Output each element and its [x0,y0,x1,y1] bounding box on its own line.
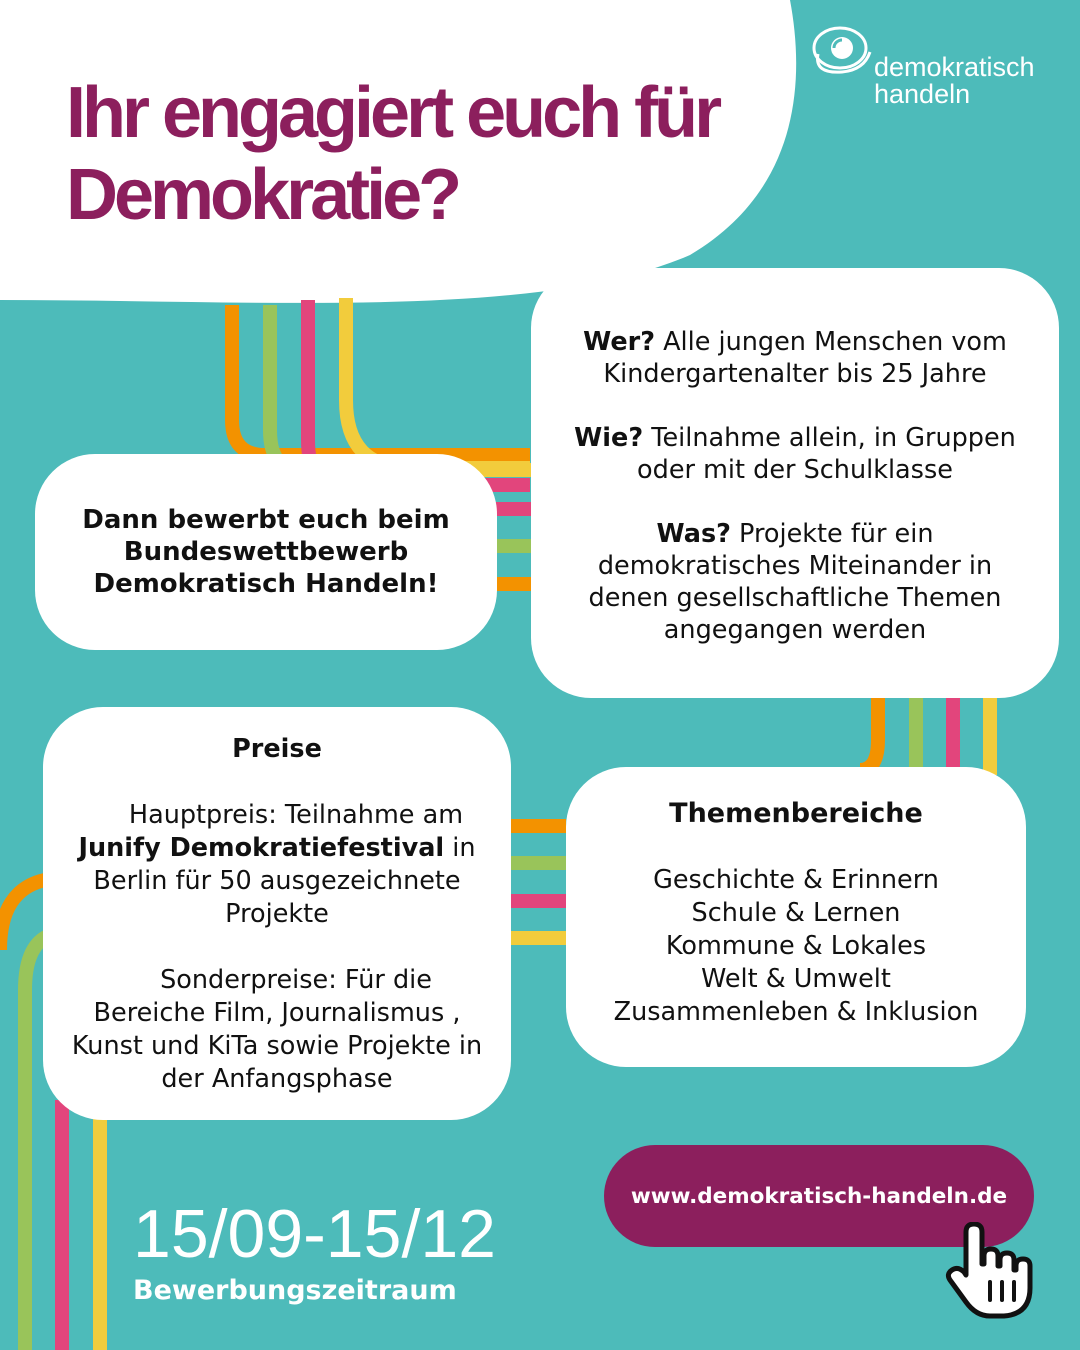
period-label: Bewerbungszeitraum [133,1275,457,1306]
info-how-text: Teilnahme allein, in Gruppen oder mit der Schulklasse [637,423,1016,485]
prizes-special: Sonderpreise: Für die Bereiche Film, Journalismus , Kunst und KiTa sowie Projekte in der Anfangsphase [71,965,483,1094]
theme-item: Geschichte & Erinnern [653,865,939,895]
prizes-title: Preise [232,734,322,764]
line-yellow-top [346,298,530,468]
info-what [561,518,1029,646]
theme-item: Kommune & Lokales [665,931,927,961]
intro-line-3: Demokratisch Handeln! [93,569,439,599]
prizes-main-suffix: in Berlin für 50 ausgezeichnete Projekte [93,833,476,929]
info-how [561,422,1029,486]
website-link-text[interactable]: www.demokratisch-handeln.de [630,1183,1008,1209]
intro-card [35,454,497,650]
headline-line-2: Demokratie? [66,155,459,235]
intro-text [82,504,449,600]
logo-line-1: demokratisch [874,52,1035,82]
logo-text [874,54,1035,108]
info-how-label: Wie? [574,423,644,453]
prizes-main-prefix: Hauptpreis: Teilnahme am [128,800,464,830]
theme-item: Schule & Lernen [691,898,901,928]
themes-title: Themenbereiche [669,798,923,829]
period-dates: 15/09-15/12 [133,1196,496,1272]
theme-item: Welt & Umwelt [701,964,891,994]
info-who-label: Wer? [583,327,655,357]
prizes-card [43,707,511,1120]
info-what-label: Was? [656,519,731,549]
pointer-hand-icon [944,1222,1036,1320]
prizes-main-bold: Junify Demokratiefestival [78,833,445,863]
info-what-text: Projekte für ein demokratisches Miteinander in denen gesellschaftliche Themen angegangen werden [588,519,1002,645]
intro-line-1: Dann bewerbt euch beim [82,505,450,535]
headline [66,72,766,236]
line-orange-mid [860,698,878,770]
info-who [561,326,1029,390]
logo-line-2: handeln [874,79,971,109]
themes-card [566,767,1026,1067]
headline-line-1: Ihr engagiert euch für [66,73,719,153]
info-card [531,268,1059,698]
info-who-text: Alle jungen Menschen vom Kindergartenalter bis 25 Jahre [603,327,1007,389]
prizes-main [71,799,483,931]
logo [812,24,1062,114]
intro-line-2: Bundeswettbewerb [123,537,409,567]
logo-eye-icon [812,24,874,84]
theme-item: Zusammenleben & Inklusion [613,997,979,1027]
